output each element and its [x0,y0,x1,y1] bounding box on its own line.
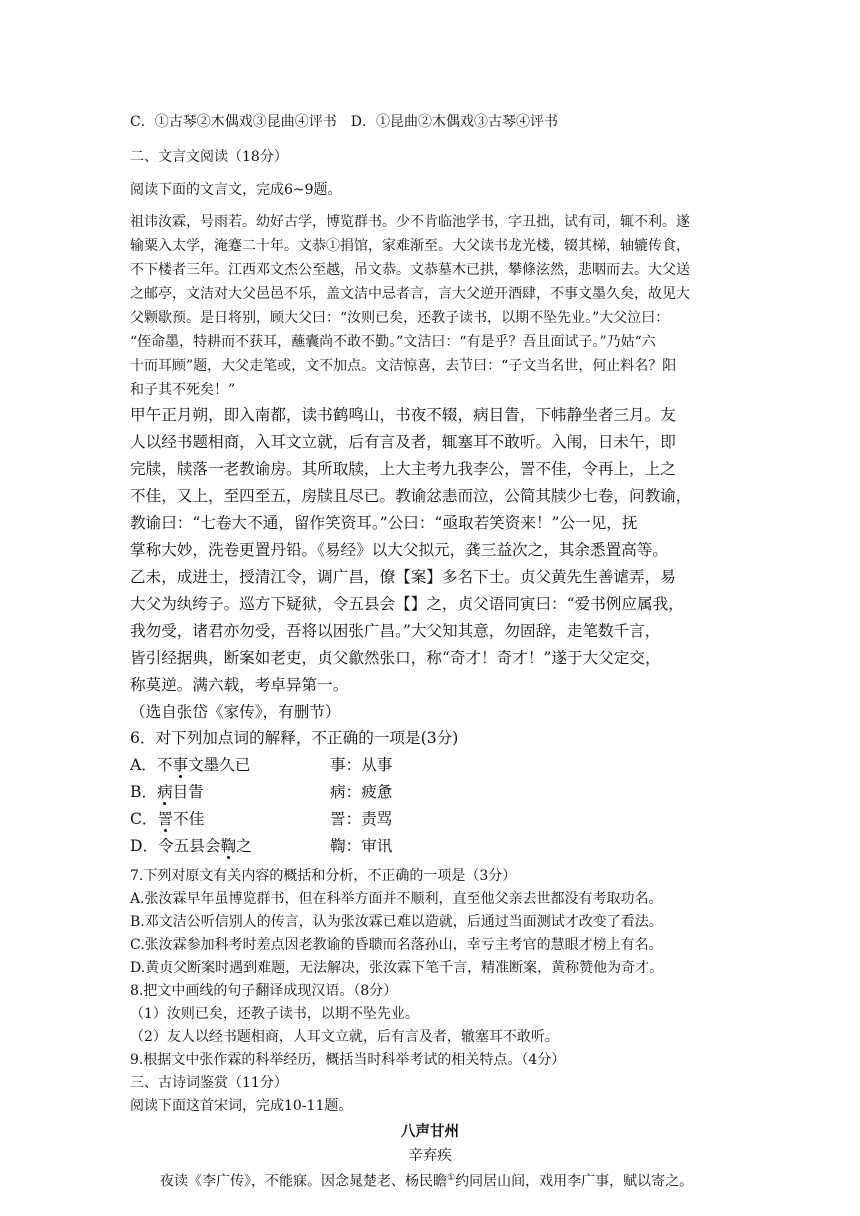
q7-option-c: C.张汝霖参加科考时差点因老教谕的昏聩而名落孙山，幸亏主考官的慧眼才榜上有名。 [130,937,663,953]
passage-p1-line: 祖讳汝霖，号雨若。幼好古学，博览群书。少不肯临池学书，字丑拙，试有司，辄不利。遂 [130,214,690,230]
passage-p2-line: 乙未，成进士，授清江令，调广昌，僚【案】多名下士。贞父黄先生善谑弄，易 [130,568,676,586]
passage-p2-line: 完牍，牍落一老教谕房。其所取牍，上大主考九我李公，詈不佳，令再上，上之 [130,460,676,478]
q5-option-d: D．①昆曲②木偶戏③古琴④评书 [350,114,558,130]
q8-item-2: （2）友人以经书题相商，人耳文立就，后有言及者，辙塞耳不敢听。 [130,1029,559,1045]
passage-p1-line: 十而耳顾”题，大父走笔或，文不加点。文洁惊喜，去节曰：“子文当名世，何止料名？阳 [130,358,677,374]
section2-instruction: 阅读下面的文言文，完成6~9题。 [130,182,342,198]
poem-preface: 夜读《李广传》，不能寐。因念晁楚老、杨民瞻①约同居山间，戏用李广事，赋以寄之。 [160,1173,694,1190]
passage-p1-line: 和子其不死矣！” [130,382,236,398]
q5-options-cd [130,112,558,132]
poem-title: 八声甘州 [401,1123,459,1140]
emphasis-dot-word: 事 [172,756,189,774]
q6-option-a: A．不事文墨久已 事：从事 [130,756,393,774]
passage-p2-line: 教谕曰：“七卷大不通，留作笑资耳。”公曰：“亟取若笑资来！”公一见，抚 [130,514,638,532]
q9-stem: 9.根据文中张作霖的科举经历，概括当时科举考试的相关特点。（4分） [130,1052,566,1068]
q6-option-c: C．詈不佳 詈：责骂 [130,810,393,828]
poem-author: 辛弃疾 [408,1148,452,1164]
q7-stem: 7.下列对原文有关内容的概括和分析，不正确的一项是（3分） [130,868,517,884]
emphasis-dot-word: 鞫 [220,837,237,855]
q6-stem: 6．对下列加点词的解释，不正确的一项是(3分) [130,729,459,747]
passage-p1-line: 输粟入太学，淹蹇二十年。文恭①捐馆，家难渐至。大父读书龙光楼，辍其梯，轴辘传食， [130,238,690,254]
passage-p2-line: 人以经书题相商，入耳文立就，后有言及者，辄塞耳不敢听。入闱，日未午，即 [130,433,676,451]
passage-p2-line: 掌称大妙，洗卷更置丹铅。《易经》以大父拟元，龚三益次之，其余悉置高等。 [130,541,668,559]
q7-option-a: A.张汝霖早年虽博览群书，但在科举方面并不顺利，直至他父亲去世都没有考取功名。 [130,891,663,907]
q8-item-1: （1）汝则已矣，还教子读书，以期不坠先业。 [130,1006,419,1022]
footnote-marker: ① [447,1173,456,1183]
q6-option-b: B．病目眚 病：疲惫 [130,783,393,801]
q6-gloss: 詈：责骂 [330,810,393,828]
section2-heading: 二、文言文阅读（18分） [130,149,288,165]
section3-heading: 三、古诗词鉴赏（11分） [130,1075,288,1091]
q5-option-c: C．①古琴②木偶戏③昆曲④评书 [130,114,337,130]
passage-p2-line: 不佳，又上，至四至五，房牍且尽已。教谕忿恚而泣，公简其牍少七卷，问教谕， [130,487,692,505]
q6-gloss: 事：从事 [330,756,393,774]
q7-option-d: D.黄贞父断案时遇到难题，无法解决，张汝霖下笔千言，精准断案，黄称赞他为奇才。 [130,960,664,976]
passage-p2-line: 称莫逆。满六载，考卓异第一。 [130,676,349,694]
emphasis-dot-word: 詈 [157,810,174,828]
passage-source: （选自张岱《家传》，有删节） [130,703,341,721]
passage-p2-line: 大父为纨绔子。巡方下疑狱，令五县会【】之，贞父语同寅曰：“爱书例应属我， [130,595,684,613]
passage-p2-line: 甲午正月朔，即入南都，读书鹤鸣山，书夜不辍，病目眚，下帏静坐者三月。友 [130,406,676,424]
passage-p1-line: 不下楼者三年。江西邓文杰公至越，吊文恭。文恭墓木已拱，攀條泫然，悲咽而去。大父送 [130,262,690,278]
q6-option-d: D．令五县会鞫之 鞫：审讯 [130,837,393,855]
passage-p2-line: 皆引经据典，断案如老吏，贞父歙然张口，称“奇才！奇才！”遂于大父定交， [130,649,661,667]
passage-p1-line: “侄命墨，特耕而不获耳，蘸囊尚不敢不勤。”文洁曰：“有是乎？吾且面试子。”乃姑“六 [130,334,656,350]
emphasis-dot-word: 病 [157,783,173,801]
q7-option-b: B.邓文洁公听信别人的传言，认为张汝霖已难以造就，后通过当面测试才改变了看法。 [130,914,663,930]
q6-gloss: 病：疲惫 [330,783,393,801]
q6-gloss: 鞫：审讯 [330,837,393,855]
q8-stem: 8.把文中画线的句子翻译成现汉语。（8分） [130,983,398,999]
section3-instruction: 阅读下面这首宋词，完成10-11题。 [130,1098,353,1114]
passage-p1-line: 父颗歇预。是日将别，顾大父曰：“汝则已矣，还教子读书，以期不坠先业。”大父泣曰： [130,310,670,326]
passage-p2-line: 我勿受，诸君亦勿受，吾将以困张广昌。”大父知其意，勿固辞，走笔数千言， [130,622,661,640]
passage-p1-line: 之邮亭，文洁对大父邑邑不乐，盖文洁中忌者言，言大父逆开酒肆，不事文墨久矣，故见大 [130,286,690,302]
